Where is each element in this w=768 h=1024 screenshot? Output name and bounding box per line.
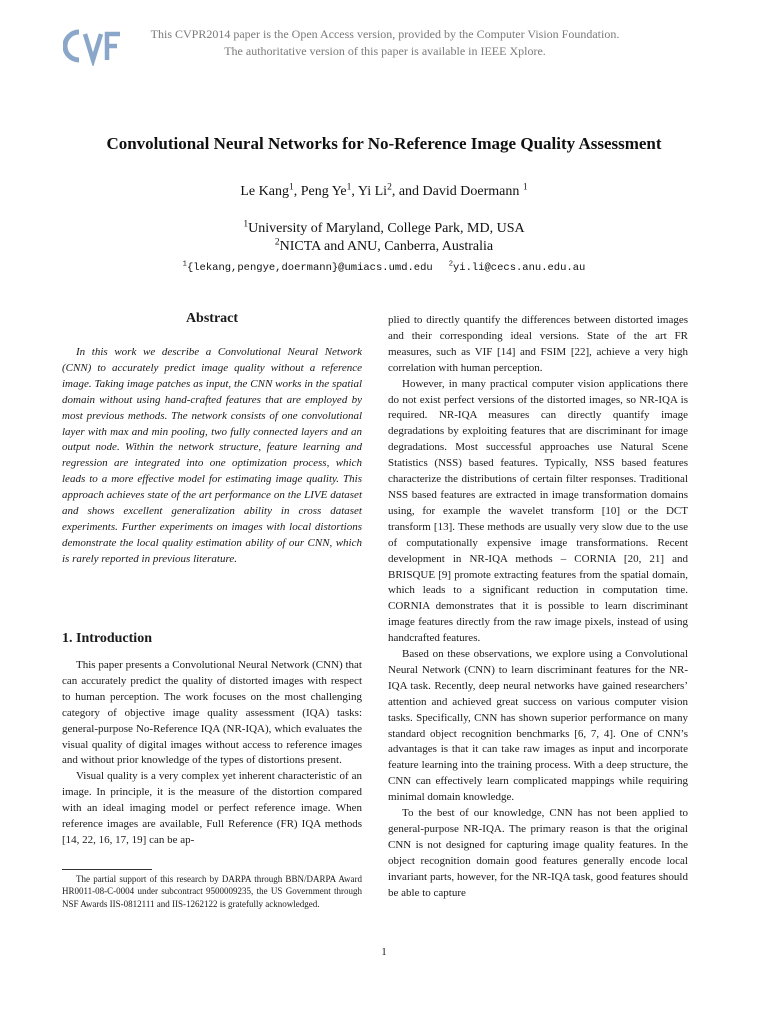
paragraph: To the best of our knowledge, CNN has not been applied to general-purpose NR-IQA. The primary reason is that the original CNN is not designed for capturing image quality features. In the object recognition domain good features generally encode local invariant parts, however, for the NR-IQA task, good features should be able to capture bbox=[388, 807, 688, 899]
abstract-text: In this work we describe a Convolutional Neural Network (CNN) to accurately predict image quality without a reference image. Taking image patches as input, the CNN works in the spatial domain without using hand-crafted features that are employed by most previous methods. The network consists of one convolutional layer with max and min pooling, two fully connected layers and an output node. Within the network structure, feature learning and regression are integrated into one optimization process, which leads to a more effective model for estimating image quality. This approach achieves state of the art performance on the LIVE dataset and shows excellent generalization ability in cross dataset experiments. Further experiments on images with local distortions demonstrate the local quality estimation ability of our CNN, which is rarely reported in previous literature. bbox=[62, 346, 362, 565]
paper-title: Convolutional Neural Networks for No-Reference Image Quality Assessment bbox=[106, 134, 662, 153]
affiliation-sup: 1 bbox=[243, 219, 249, 230]
notice-line-2: The authoritative version of this paper is available in IEEE Xplore. bbox=[224, 44, 546, 58]
paragraph: This paper presents a Convolutional Neural Network (CNN) that can accurately predict the quality of distorted images with respect to human perception. The work focuses on the most challenging category of objective image quality assessment (IQA) tasks: general-purpose No-Reference IQA (NR-IQA), which evaluates the visual quality of digital images without access to reference images and without prior knowledge of the types of distortions present. bbox=[62, 659, 362, 767]
introduction-right-column bbox=[388, 313, 688, 902]
email-2: yi.li@cecs.anu.edu.au bbox=[452, 262, 586, 274]
paragraph: plied to directly quantify the differences between distorted images and their corresponding ideal versions. State of the art FR measures, such as VIF [14] and FSIM [22], achieve a very high correlation with human perception. bbox=[388, 314, 688, 374]
author-sup: 1 bbox=[346, 182, 352, 193]
author-emails bbox=[0, 262, 768, 274]
author-list: Le Kang$^1$, Peng Ye$^1$, Yi Li$^2$, and David Doermann $^1$ bbox=[240, 182, 528, 199]
cvf-logo bbox=[63, 26, 121, 66]
page-number: 1 bbox=[381, 946, 387, 958]
abstract-heading: Abstract bbox=[185, 311, 239, 326]
author-name: Le Kang bbox=[240, 184, 289, 199]
paragraph: Visual quality is a very complex yet inherent characteristic of an image. In principle, it is the measure of the distortion compared with an ideal imaging model or perfect reference image. When reference images are available, Full Reference (FR) IQA methods [14, 22, 16, 17, 19] can be ap- bbox=[62, 770, 362, 846]
author-name: Yi Li bbox=[357, 184, 388, 199]
introduction-heading: 1. Introduction bbox=[62, 631, 152, 646]
introduction-left-column bbox=[62, 658, 362, 849]
open-access-notice bbox=[130, 26, 640, 60]
affiliation-sup: 2 bbox=[274, 237, 280, 248]
email-sup: 1 bbox=[182, 260, 187, 269]
affiliation-text: NICTA and ANU, Canberra, Australia bbox=[279, 239, 494, 254]
paragraph: Based on these observations, we explore using a Convolutional Neural Network (CNN) to learn discriminant features for the NR-IQA task. Recently, deep neural networks have gained researchers’ attention and achieved great success on various computer vision tasks. Specifically, CNN has shown superior performance on many standard object recognition benchmarks [6, 7, 4]. One of CNN’s advantages is that it can take raw images as input and incorporate feature learning into the training process. With a deep structure, the CNN can effectively learn complicated mappings while requiring minimal domain knowledge. bbox=[388, 648, 688, 804]
email-1: {lekang,pengye,doermann}@umiacs.umd.edu bbox=[186, 262, 433, 274]
author-sup: 1 bbox=[288, 182, 294, 193]
footnote-rule bbox=[62, 869, 152, 870]
author-sup: 1 bbox=[522, 182, 528, 193]
author-sup: 2 bbox=[387, 182, 392, 193]
affiliation-1 bbox=[0, 221, 768, 237]
author-name: Peng Ye bbox=[300, 184, 347, 199]
footnote: The partial support of this research by DARPA through BBN/DARPA Award HR0011-08-C-0004 under subcontract 9500009235, the US Government through NSF Awards IIS-0812111 and IIS-1262122 is gratefully acknowledged. bbox=[62, 874, 362, 909]
affiliation-2 bbox=[0, 239, 768, 255]
email-sup: 2 bbox=[448, 260, 453, 269]
affiliation-text: University of Maryland, College Park, MD, USA bbox=[248, 221, 525, 236]
notice-line-1: This CVPR2014 paper is the Open Access version, provided by the Computer Vision Foundation. bbox=[150, 27, 620, 41]
paragraph: However, in many practical computer vision applications there do not exist perfect versions of the distorted images, so NR-IQA is required. NR-IQA measures can directly quantify image degradations by exploiting features that are discriminant for image degradations. Most successful approaches use Natural Scene Statistics (NSS) based features. Typically, NSS based features characterize the distributions of certain filter responses. Traditional NSS based features are extracted in image transformation domains using, for example the wavelet transform [10] or the DCT transform [13]. These methods are usually very slow due to the use of computationally expensive image transformations. Recent development in NR-IQA methods – CORNIA [20, 21] and BRISQUE [9] promote extracting features from the spatial domain, which leads to a significant reduction in computation time. CORNIA demonstrates that it is possible to learn discriminant image features directly from the raw image pixels, instead of using handcrafted features. bbox=[388, 377, 688, 645]
author-name: David Doermann bbox=[422, 184, 520, 199]
